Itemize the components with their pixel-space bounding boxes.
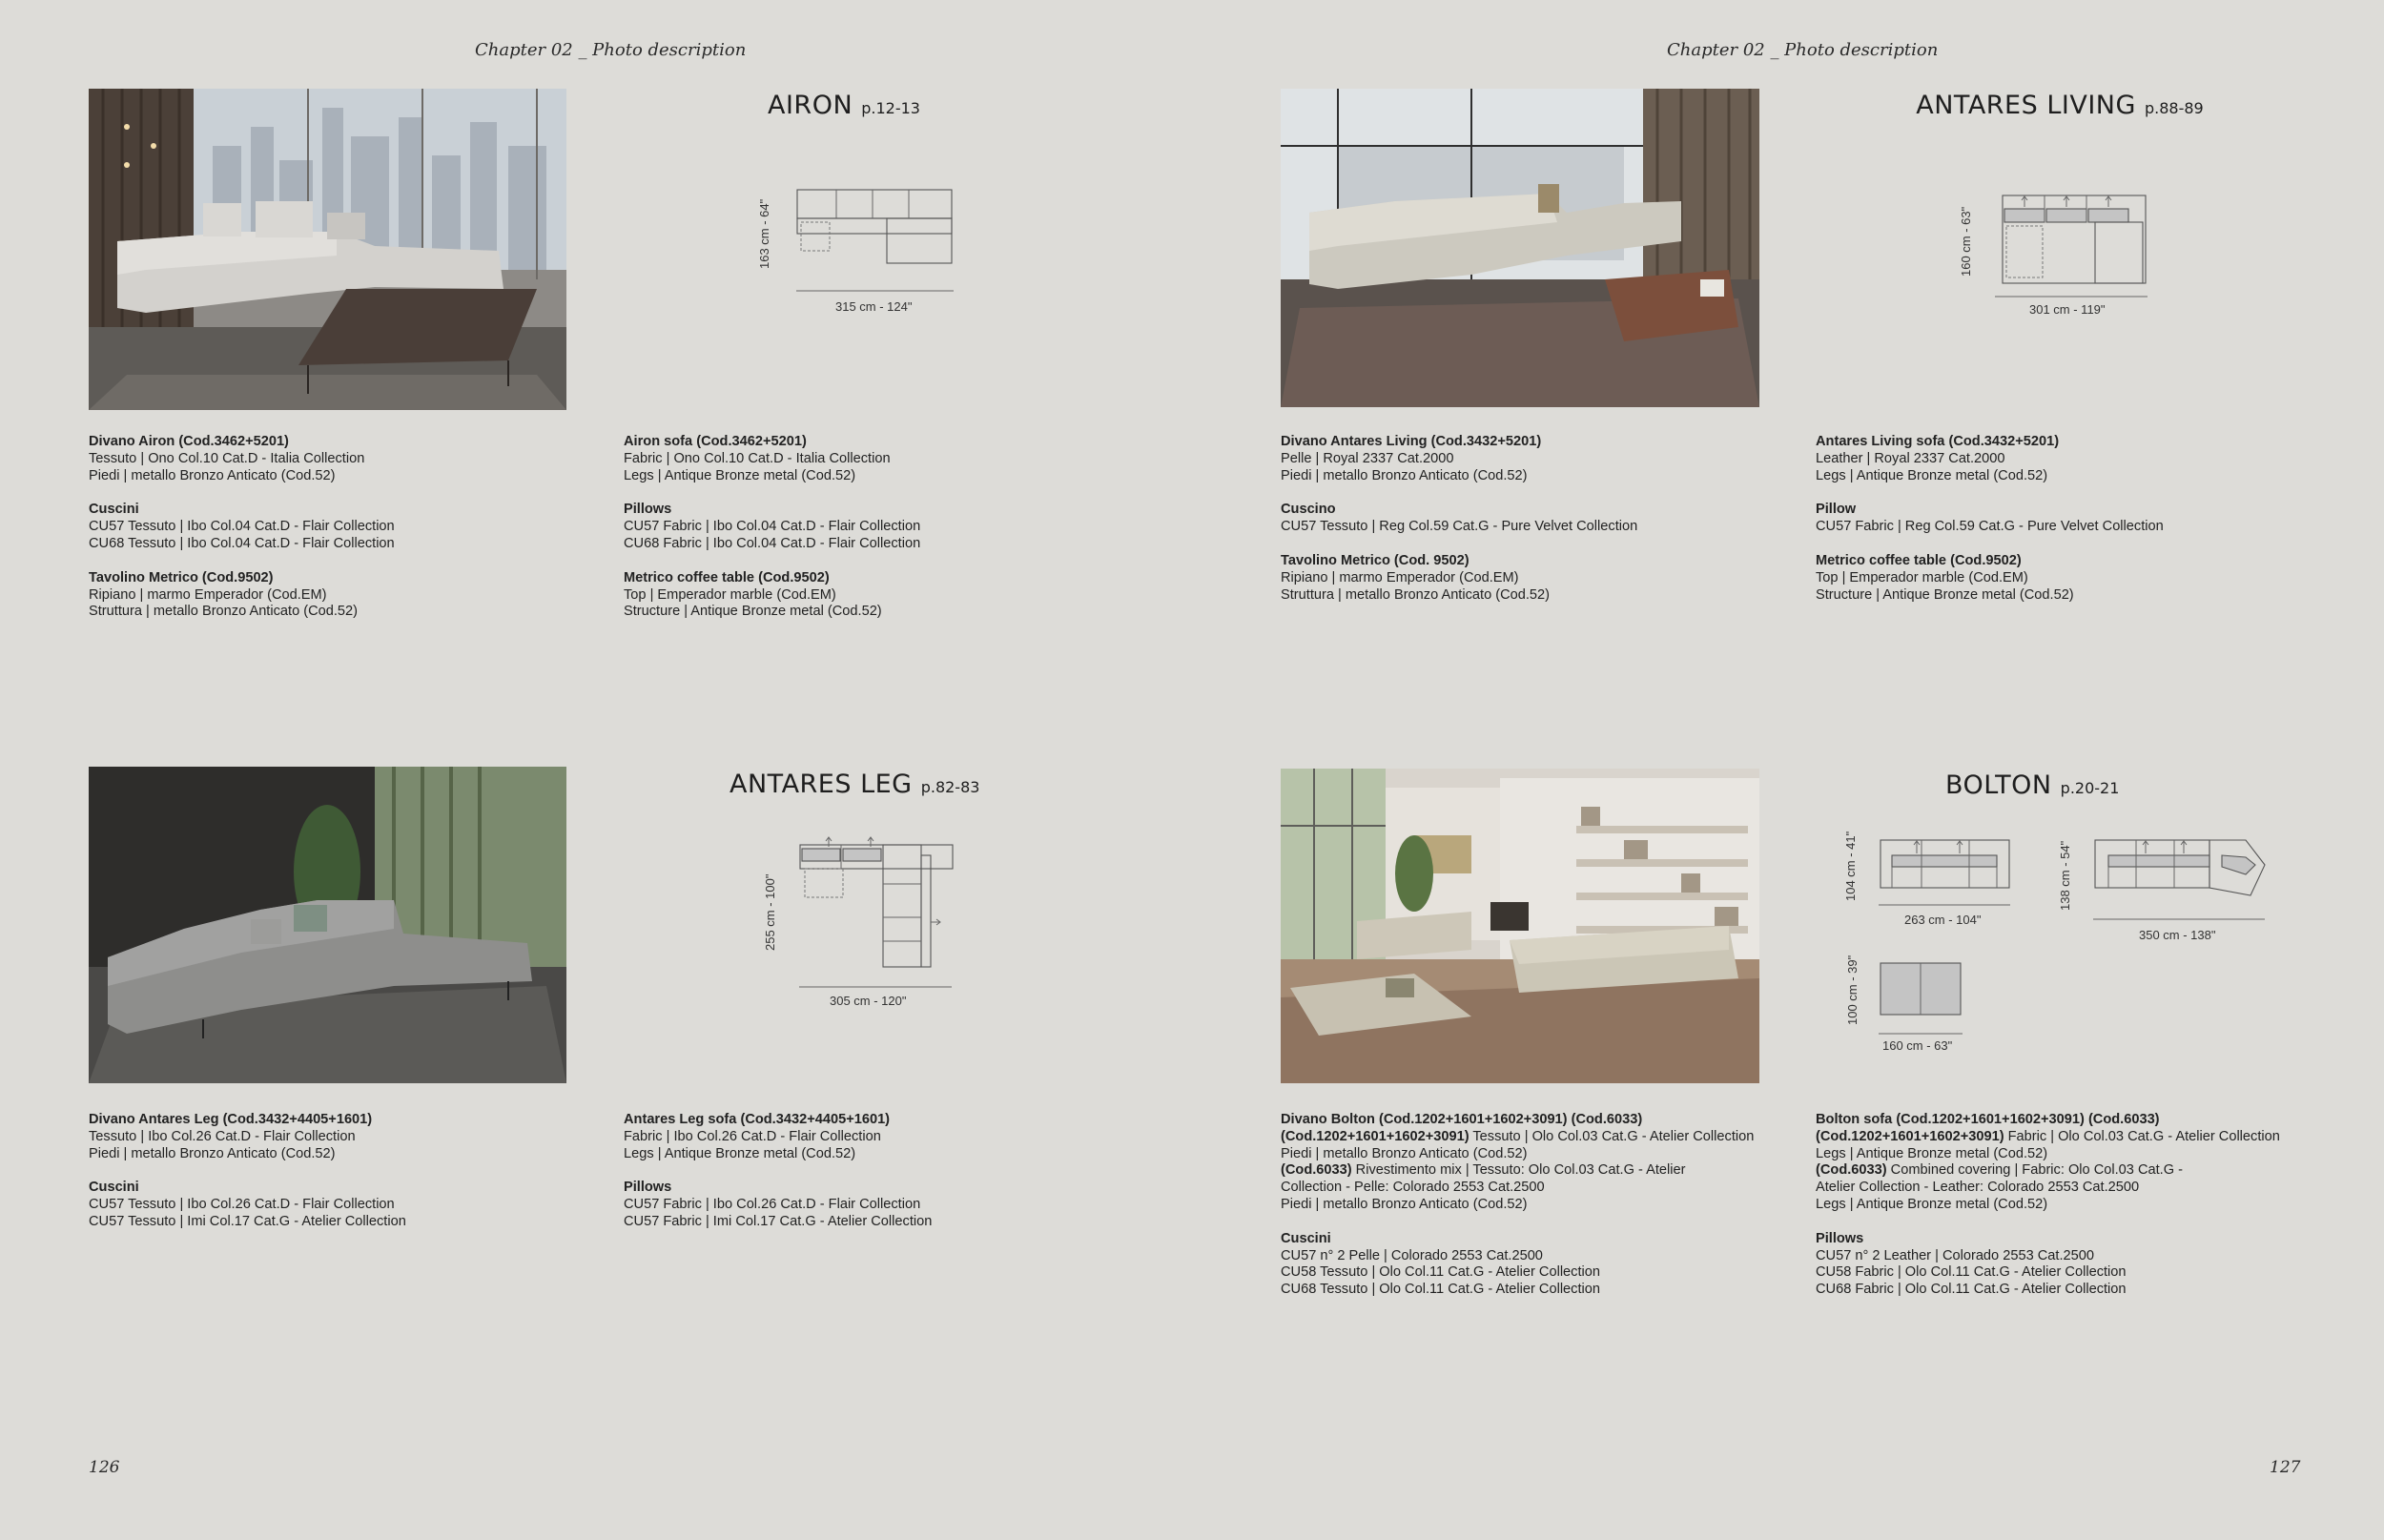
antares-leg-depth-dimension: 255 cm - 100"	[763, 873, 777, 951]
bolton-diagram-1-depth: 104 cm - 41"	[1843, 831, 1858, 901]
antares-leg-plan-diagram	[799, 836, 961, 991]
antares-leg-width-dimension: 305 cm - 120"	[830, 994, 907, 1008]
bolton-photo	[1281, 769, 1759, 1083]
antares-leg-description-en: Antares Leg sofa (Cod.3432+4405+1601) Fabric | Ibo Col.26 Cat.D - Flair Collection Legs | Antique Bronze metal (Cod.52) Pillows CU57 Fabric | Ibo Col.26 Cat.D - Flair Collection CU57 Fabric | Imi Col.17 Cat.G - Atelier Collection	[624, 1112, 933, 1229]
antares-living-description-en: Antares Living sofa (Cod.3432+5201) Leather | Royal 2337 Cat.2000 Legs | Antique Bronze metal (Cod.52) Pillow CU57 Fabric | Reg Col.59 Cat.G - Pure Velvet Collection Metrico coffee table (Cod.9502) Top | Emperador marble (Cod.EM) Structure | Antique Bronze metal (Cod.52)	[1816, 434, 2164, 603]
antares-living-photo	[1281, 89, 1759, 407]
left-running-head: Chapter 02 _ Photo description	[475, 40, 747, 60]
airon-photo	[89, 89, 566, 410]
airon-description-it: Divano Airon (Cod.3462+5201) Tessuto | Ono Col.10 Cat.D - Italia Collection Piedi | metallo Bronzo Anticato (Cod.52) Cuscini CU57 Tessuto | Ibo Col.04 Cat.D - Flair Collection CU68 Tessuto | Ibo Col.04 Cat.D - Flair Collection Tavolino Metrico (Cod.9502) Ripiano | marmo Emperador (Cod.EM) Struttura | metallo Bronzo Anticato (Cod.52)	[89, 434, 395, 620]
bolton-diagram-3-width: 160 cm - 63"	[1882, 1038, 1953, 1053]
bolton-diagram-1-width: 263 cm - 104"	[1904, 913, 1982, 927]
antares-leg-description-it: Divano Antares Leg (Cod.3432+4405+1601) Tessuto | Ibo Col.26 Cat.D - Flair Collection Piedi | metallo Bronzo Anticato (Cod.52) Cuscini CU57 Tessuto | Ibo Col.26 Cat.D - Flair Collection CU57 Tessuto | Imi Col.17 Cat.G - Atelier Collection	[89, 1112, 406, 1229]
right-running-head: Chapter 02 _ Photo description	[1667, 40, 1939, 60]
antares-leg-title: ANTARES LEG p.82-83	[730, 770, 980, 799]
right-page-number: 127	[2270, 1458, 2301, 1477]
antares-living-description-it: Divano Antares Living (Cod.3432+5201) Pelle | Royal 2337 Cat.2000 Piedi | metallo Bronzo Anticato (Cod.52) Cuscino CU57 Tessuto | Reg Col.59 Cat.G - Pure Velvet Collection Tavolino Metrico (Cod. 9502) Ripiano | marmo Emperador (Cod.EM) Struttura | metallo Bronzo Anticato (Cod.52)	[1281, 434, 1638, 603]
antares-living-title: ANTARES LIVING p.88-89	[1916, 91, 2204, 120]
bolton-plan-diagram-3	[1879, 961, 1964, 1037]
airon-width-dimension: 315 cm - 124"	[835, 299, 913, 314]
bolton-description-it: Divano Bolton (Cod.1202+1601+1602+3091) (Cod.6033) (Cod.1202+1601+1602+3091) Tessuto | Olo Col.03 Cat.G - Atelier Collection Piedi | metallo Bronzo Anticato (Cod.52) (Cod.6033) Rivestimento mix | Tessuto: Olo Col.03 Cat.G - Atelier Collection - Pelle: Colorado 2553 Cat.2500 Piedi | metallo Bronzo Anticato (Cod.52) Cuscini CU57 n° 2 Pelle | Colorado 2553 Cat.2500 CU58 Tessuto | Olo Col.11 Cat.G - Atelier Collection CU68 Tessuto | Olo Col.11 Cat.G - Atelier Collection	[1281, 1112, 1755, 1298]
bolton-plan-diagram-2	[2093, 836, 2274, 922]
antares-leg-photo	[89, 767, 566, 1083]
antares-living-plan-diagram	[1995, 194, 2148, 308]
bolton-title: BOLTON p.20-21	[1945, 770, 2120, 800]
bolton-diagram-2-depth: 138 cm - 54"	[2058, 840, 2072, 911]
bolton-diagram-3-depth: 100 cm - 39"	[1845, 955, 1860, 1025]
left-page-number: 126	[89, 1458, 120, 1477]
bolton-diagram-2-width: 350 cm - 138"	[2139, 928, 2216, 942]
bolton-plan-diagram-1	[1879, 836, 2012, 913]
airon-depth-dimension: 163 cm - 64"	[757, 198, 771, 269]
airon-description-en: Airon sofa (Cod.3462+5201) Fabric | Ono Col.10 Cat.D - Italia Collection Legs | Antique Bronze metal (Cod.52) Pillows CU57 Fabric | Ibo Col.04 Cat.D - Flair Collection CU68 Fabric | Ibo Col.04 Cat.D - Flair Collection Metrico coffee table (Cod.9502) Top | Emperador marble (Cod.EM) Structure | Antique Bronze metal (Cod.52)	[624, 434, 921, 620]
antares-living-width-dimension: 301 cm - 119"	[2029, 302, 2106, 317]
airon-title: AIRON p.12-13	[768, 91, 920, 120]
bolton-description-en: Bolton sofa (Cod.1202+1601+1602+3091) (Cod.6033) (Cod.1202+1601+1602+3091) Fabric | Olo Col.03 Cat.G - Atelier Collection Legs | Antique Bronze metal (Cod.52) (Cod.6033) Combined covering | Fabric: Olo Col.03 Cat.G - Atelier Collection - Leather: Colorado 2553 Cat.2500 Legs | Antique Bronze metal (Cod.52) Pillows CU57 n° 2 Leather | Colorado 2553 Cat.2500 CU58 Fabric | Olo Col.11 Cat.G - Atelier Collection CU68 Fabric | Olo Col.11 Cat.G - Atelier Collection	[1816, 1112, 2280, 1298]
airon-plan-diagram	[796, 188, 958, 293]
antares-living-depth-dimension: 160 cm - 63"	[1959, 206, 1973, 277]
